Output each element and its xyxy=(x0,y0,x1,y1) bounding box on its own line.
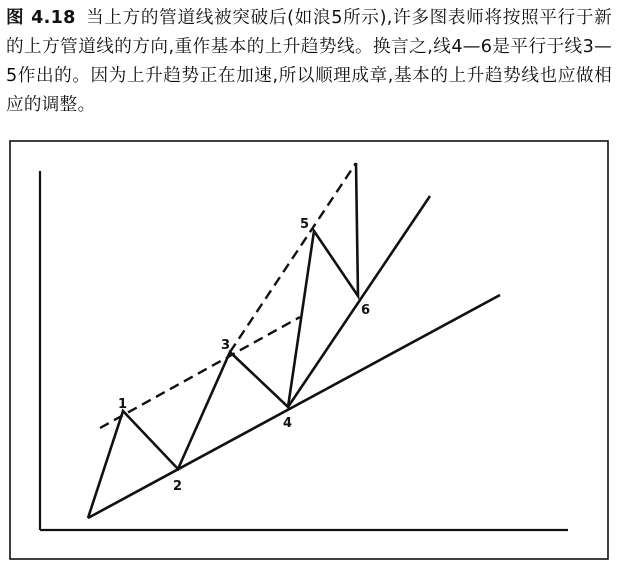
wave-label-2: 2 xyxy=(173,479,183,494)
wave-label-5: 5 xyxy=(300,217,310,232)
wave-label-3: 3 xyxy=(221,338,231,353)
channel-line-3-5 xyxy=(230,163,356,352)
wave-label-1: 1 xyxy=(118,397,128,412)
original-uptrend-line xyxy=(88,295,500,518)
caption-text: 当上方的管道线被突破后(如浪5所示),许多图表师将按照平行于新的上方管道线的方向,重作基本的上升趋势线。换言之,线4—6是平行于线3—5作出的。因为上升趋势正在加速,所以顺理成章,基本的上升趋势线也应做相应的调整。 xyxy=(6,8,612,115)
wave-label-4: 4 xyxy=(283,416,293,431)
new-uptrend-line-4-6 xyxy=(288,196,430,407)
channel-line-1-3 xyxy=(100,317,300,428)
wave-label-6: 6 xyxy=(361,303,371,318)
figure-border xyxy=(10,141,608,559)
figure-label: 图 4.18 xyxy=(6,8,76,28)
